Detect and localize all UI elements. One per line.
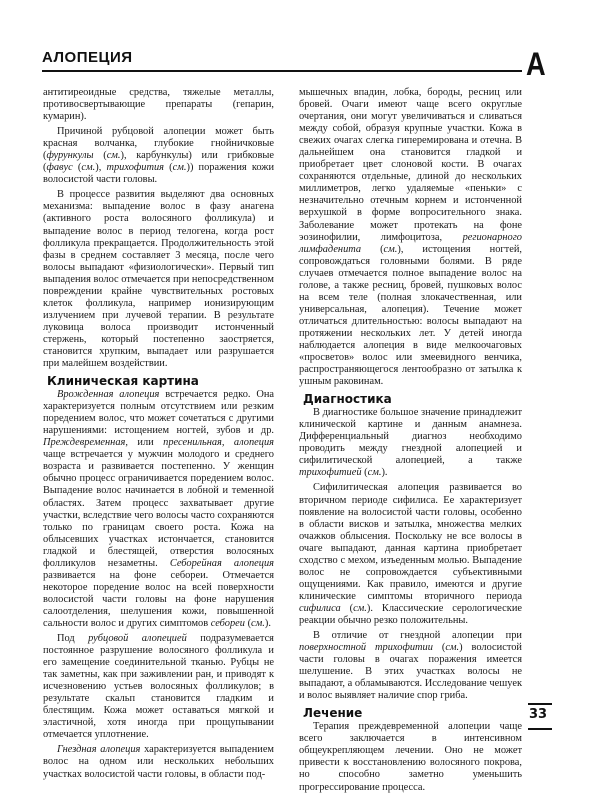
paragraph <box>299 721 522 793</box>
text-run: Сифилитическая алопеция развивается во вторичном периоде сифилиса. Ее характеризует появление на волосистой части головы, особенно в области висков и затылка, множества мелких очажков облысения. Поскольку не все волосы в очаге выпадают, данная картина приобретает сходство с мехом, изъеденным молью. Выпадение волос не сопровождается субъективными ощущениями. Как правило, имеются и другие клинические симптомы вторичного периода <box>299 482 522 602</box>
text-run: ) волосистой части головы в очагах поражения имеется шелушение. В этих участках волосы не выпадают, а обламываются. Исследование чешуек и волос выявляет наличие спор гриба. <box>299 642 522 702</box>
text-run: Причиной рубцовой алопеции может быть красная волчанка, глубокие гнойничковые ( <box>43 126 274 162</box>
right-column <box>299 87 522 797</box>
text-run: ( <box>432 642 446 654</box>
paragraph <box>43 126 274 186</box>
text-run: мышечных впадин, лобка, бороды, ресниц или бровей. Очаги имеют чаще всего округлые очертания, они могут увеличиваться и сливаться между собой, образуя крупные участки. Кожа в свежих очагах слегка гиперемирована и отечна. В дальнейшем она становится гладкой и приобретает цвет слоновой кости. В очагах сохраняются отдельные, длиной до нескольких миллиметров, легко удаляемые «пеньки» с незначительно отечным корнем и истонченной верхушкой в форме вопросительного знака. Заболевание может протекать на фоне эозинофилии, лимфоцитоза, <box>299 87 522 243</box>
text-run: )) поражения кожи волосистой части головы. <box>43 162 275 186</box>
text-run: подразумевается постоянное разрушение волосяного фолликула и его замещение соединительной тканью. Рубцы не так заметны, как при заживлении ран, и приводят к исчезновению устьев волосяных фолликулов; в результате скальп становится гладким и блестящим. Кожа может оставаться мягкой и эластичной, хотя иногда при прощупывании отмечается уплотнение. <box>43 633 274 741</box>
page-number-rule-top <box>528 703 552 705</box>
text-run: ). Классические серологические реакции обычно резко положительны. <box>299 602 523 626</box>
italic-term: см. <box>445 642 460 654</box>
text-run: ), истощения ногтей, сопровождаться головными болями. В ряде случаев отмечается полное выпадение волос на голове, а также ресниц, бровей, пушковых волос на всем теле (полная злокачественная, или универсальная, алопеция). Течение может отличаться длительностью: волосы выпадают на протяжении нескольких лет. У детей иногда наблюдается алопеция в виде мелкоочаговых «просветов» волос или змеевидного венчика, распространяющегося лентообразно от затылка к ушным раковинам. <box>299 243 522 388</box>
paragraph <box>299 482 522 627</box>
italic-term: Гнездная алопеция <box>57 744 141 756</box>
text-run: ), карбункулы) или грибковые ( <box>43 150 274 174</box>
italic-term: см. <box>172 162 187 174</box>
paragraph <box>43 189 274 370</box>
text-run: В процессе развития выделяют два основных механизма: выпадение волос в фазу анагена (активного роста волосяного фолликула) и выпадение волос в период телогена, когда рост фолликула прекращается. Продолжительность этой фазы в среднем составляет 3 месяца, после чего волосы выпадают «физиологически». Первый тип выпадения волос отмечается при непосредственном повреждении крайне чувствительных ростовых клеток фолликула, например ионизирующим излучением при лучевой терапии. В результате луковица волоса производит истонченный стержень, который постепенно заостряется, становится хрупким, выпадает или разрушается при малейшем воздействии. <box>43 189 274 370</box>
text-run: Под <box>57 633 89 645</box>
paragraph <box>43 87 274 123</box>
italic-term: себореи <box>210 617 245 629</box>
text-run: ( <box>361 243 384 255</box>
text-run: чаще встречается у мужчин молодого и среднего возраста и развивается постепенно. У женщин обычно процесс ограничивается поредением волос. Выпадение волос начинается в лобной и теменной областях. Затем процесс захватывает другие участки, вследствие чего волосы часто сохраняются только по границам своего роста. Кожа на облысевших участках истончается, становится гладкой и блестящей, отверстия волосяных фолликулов незаметны. <box>43 449 274 569</box>
page-number: 33 <box>529 707 548 722</box>
italic-term: см. <box>353 602 367 614</box>
text-run: ). <box>264 617 271 629</box>
section-heading: Диагностика <box>303 392 392 407</box>
italic-term: трихофитией <box>299 467 362 479</box>
paragraph <box>43 744 274 780</box>
text-run: ( <box>93 150 107 162</box>
italic-term: фурункулы <box>46 150 94 162</box>
text-run: ). <box>381 467 388 479</box>
italic-term: пресенильная, алопеция <box>163 437 274 449</box>
italic-term: сифилиса <box>299 602 341 614</box>
text-run: характеризуется выпадением волос на одном или нескольких небольших участках волосистой части головы, в области под- <box>43 744 275 780</box>
section-heading: Лечение <box>303 706 363 721</box>
italic-term: см. <box>251 617 265 629</box>
italic-term: см. <box>106 150 121 162</box>
text-run: , или <box>125 437 164 449</box>
running-head: АЛОПЕЦИЯ <box>42 49 133 66</box>
text-run: ), <box>95 162 107 174</box>
paragraph <box>299 87 522 388</box>
italic-term: Врожденная алопеция <box>57 389 160 401</box>
text-run: ( <box>164 162 173 174</box>
italic-term: фавус <box>46 162 73 174</box>
text-run: В диагностике большое значение принадлежит клинической картине и данным анамнеза. Дифференциальный диагноз необходимо проводить между гнездной алопецией и сифилитической алопецией, а также <box>299 407 522 467</box>
text-run: ( <box>244 617 252 629</box>
text-run: развивается на фоне себореи. Отмечается некоторое поредение волос на всей поверхности волосистой части головы на фоне нарушения салоотделения, шелушения кожи, повышенной сальности волос и других симптомов <box>43 569 274 629</box>
text-run: Терапия преждевременной алопеции чаще всего заключается в интенсивном общеукрепляющем лечении. Оно не может привести к восстановлению волосяного покрова, но способно заметно уменьшить прогрессирование процесса. <box>299 721 522 793</box>
paragraph <box>299 407 522 479</box>
italic-term: трихофития <box>106 162 165 174</box>
italic-term: рубцовой алопецией <box>88 633 187 645</box>
page-number-rule-bottom <box>528 728 552 730</box>
italic-term: поверхностной трихофитии <box>299 642 433 654</box>
header-rule <box>42 70 522 72</box>
italic-term: см. <box>383 243 398 255</box>
italic-term: см. <box>81 162 96 174</box>
italic-term: Себорейная алопеция <box>169 557 274 569</box>
text-run: ( <box>340 602 354 614</box>
paragraph <box>43 389 274 630</box>
text-run: ( <box>361 467 368 479</box>
italic-term: регионарного лимфаденита <box>299 231 522 255</box>
paragraph <box>43 633 274 741</box>
left-column <box>43 87 274 784</box>
section-letter: А <box>526 46 546 82</box>
text-run: встречается редко. Она характеризуется полным отсутствием или резким поредением волос, что может сочетаться с другими нарушениями: истощением ногтей, зубов и др. <box>43 389 275 437</box>
section-heading: Клиническая картина <box>47 374 199 389</box>
paragraph <box>299 630 522 702</box>
text-run: ( <box>72 162 82 174</box>
text-run: антитиреоидные средства, тяжелые металлы, противосвертывающие препараты (гепарин, кумарин). <box>43 87 274 123</box>
text-run: В отличие от гнездной алопеции при <box>313 630 522 642</box>
italic-term: Преждевременная <box>43 437 126 449</box>
italic-term: см. <box>367 467 382 479</box>
